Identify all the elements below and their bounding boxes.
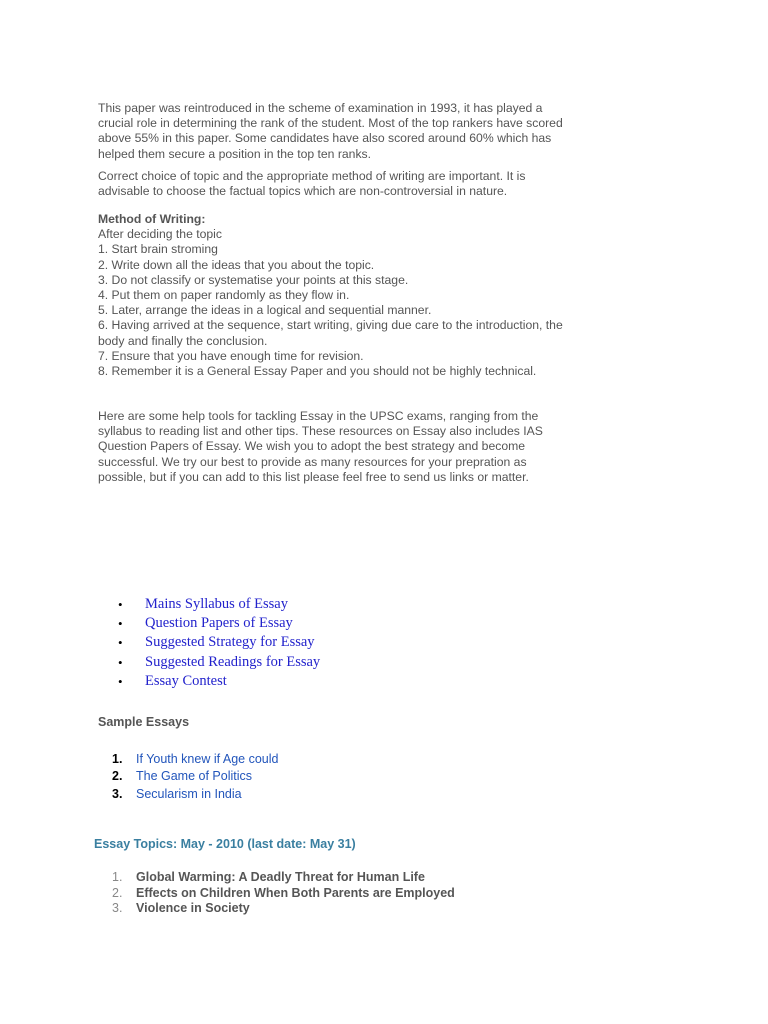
list-number: 2. <box>112 769 123 784</box>
method-line: 1. Start brain stroming <box>98 242 218 257</box>
sample-essays-list <box>112 751 278 803</box>
list-number: 1. <box>112 752 123 766</box>
list-item <box>118 614 320 633</box>
list-item <box>112 886 455 902</box>
essay-topic: Global Warming: A Deadly Threat for Human Life <box>136 870 425 884</box>
list-item <box>112 751 278 768</box>
list-number: 1. <box>112 870 123 884</box>
essay-topic: Effects on Children When Both Parents are Employed <box>136 885 455 900</box>
help-paragraph: Here are some help tools for tackling Essay in the UPSC exams, ranging from the syllabus to reading list and other tips. These resources on Essay also includes IAS Question Papers of Essay. We wish you to adopt the best strategy and become successful. We try our best to provide as many resources for your prepration as possible, but if you can add to this list please feel free to send us links or matter. <box>98 409 543 484</box>
list-item <box>118 633 320 652</box>
list-item <box>112 901 455 917</box>
sample-essays-heading: Sample Essays <box>98 715 190 729</box>
link-mains-syllabus[interactable]: Mains Syllabus of Essay <box>145 596 288 612</box>
link-essay-contest[interactable]: Essay Contest <box>145 672 227 689</box>
list-item <box>118 672 320 691</box>
method-line: 7. Ensure that you have enough time for revision. <box>98 348 364 363</box>
method-line: 5. Later, arrange the ideas in a logical and sequential manner. <box>98 303 432 318</box>
essay-topics-heading: Essay Topics: May - 2010 (last date: May 31) <box>94 837 356 851</box>
list-number: 3. <box>112 786 123 801</box>
bullet-icon: • <box>118 654 123 670</box>
list-item <box>118 595 320 614</box>
link-suggested-strategy[interactable]: Suggested Strategy for Essay <box>145 634 315 651</box>
resource-links-list <box>118 595 320 691</box>
intro-paragraph-1: This paper was reintroduced in the scheme of examination in 1993, it has played a crucial role in determining the rank of the student. Most of the top rankers have scored above 55% in this paper. Some candidates have also scored around 60% which has helped them secure a position in the top ten ranks. <box>98 101 563 161</box>
link-suggested-readings[interactable]: Suggested Readings for Essay <box>145 653 321 670</box>
bullet-icon: • <box>118 673 123 689</box>
link-sample-essay[interactable]: Secularism in India <box>136 786 242 801</box>
bullet-icon: • <box>118 616 123 632</box>
intro-paragraph-2: Correct choice of topic and the appropriate method of writing are important. It is advisable to choose the factual topics which are non-controversial in nature. <box>98 169 526 199</box>
method-line: After deciding the topic <box>98 227 222 242</box>
essay-topic: Violence in Society <box>136 901 250 916</box>
bullet-icon: • <box>118 597 123 612</box>
bullet-icon: • <box>118 635 123 651</box>
list-item <box>112 870 455 886</box>
list-number: 3. <box>112 901 123 916</box>
method-heading: Method of Writing: <box>98 212 206 226</box>
link-question-papers[interactable]: Question Papers of Essay <box>145 615 293 632</box>
method-line: 8. Remember it is a General Essay Paper and you should not be highly technical. <box>98 364 537 379</box>
essay-topics-list <box>112 870 455 917</box>
method-of-writing-section <box>98 212 568 379</box>
method-line: 4. Put them on paper randomly as they flow in. <box>98 288 350 303</box>
link-sample-essay[interactable]: If Youth knew if Age could <box>136 752 279 766</box>
list-item <box>112 786 278 803</box>
list-number: 2. <box>112 885 123 900</box>
method-line: 6. Having arrived at the sequence, start writing, giving due care to the introduction, the body and finally the conclusion. <box>98 318 563 348</box>
link-sample-essay[interactable]: The Game of Politics <box>136 769 253 784</box>
list-item <box>118 653 320 672</box>
method-line: 2. Write down all the ideas that you about the topic. <box>98 257 375 272</box>
list-item <box>112 768 278 785</box>
method-line: 3. Do not classify or systematise your points at this stage. <box>98 272 409 287</box>
